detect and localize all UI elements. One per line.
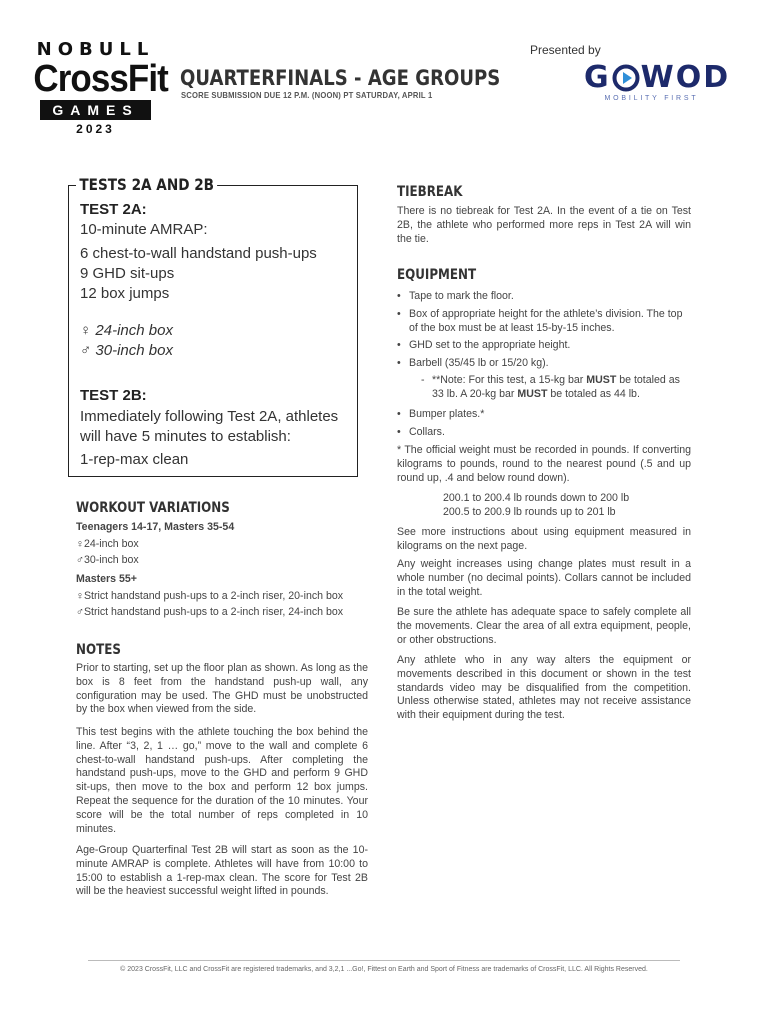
games-wordmark: GAMES — [40, 100, 151, 120]
variations-group-label: Teenagers 14-17, Masters 35-54 — [76, 521, 235, 533]
variations-male: ♂30-inch box — [76, 554, 139, 566]
sponsor-name-left: G — [584, 60, 611, 95]
test-2b-text: will have 5 minutes to establish: — [80, 428, 291, 445]
barbell-note: - **Note: For this test, a 15-kg bar MUST be totaled as 33 lb. A 20-kg bar MUST be totaled as 44 lb. — [421, 374, 680, 400]
variations-group-label: Masters 55+ — [76, 573, 137, 585]
test-2a-male-standard: ♂ 30-inch box — [80, 342, 173, 359]
equipment-item: • Tape to mark the floor. — [397, 289, 691, 303]
equipment-paragraph: Any athlete who in any way alters the equipment or movements described in this document or shown in the test standards video may be disqualified from the competition. Unless otherwise stated, athletes may not receive assistance with their equipment during the test. — [397, 654, 691, 722]
rounding-example: 200.5 to 200.9 lb rounds up to 201 lb — [443, 506, 616, 518]
page-subtitle: SCORE SUBMISSION DUE 12 P.M. (NOON) PT SATURDAY, APRIL 1 — [181, 90, 433, 100]
equipment-item: • Box of appropriate height for the athlete’s division. The top of the box must be at least 15-by-15 inches. — [397, 307, 691, 335]
official-weight-note: * The official weight must be recorded in pounds. If converting kilograms to pounds, round to the nearest pound (.5 and up round up, .4 and below round down). — [397, 444, 691, 484]
variations-male: ♂Strict handstand push-ups to a 2-inch riser, 24-inch box — [76, 606, 344, 618]
test-2a-movement: 9 GHD sit-ups — [80, 265, 175, 282]
test-2a-movement: 6 chest-to-wall handstand push-ups — [80, 245, 317, 262]
crossfit-wordmark: CrossFit — [33, 58, 168, 100]
sponsor-name-right: WOD — [640, 60, 731, 95]
variations-female: ♀Strict handstand push-ups to a 2-inch riser, 20-inch box — [76, 590, 344, 602]
equipment-paragraph: Be sure the athlete has adequate space to safely complete all the movements. Clear the area of all extra equipment, people, or other obstructions. — [397, 606, 691, 646]
tiebreak-text: There is no tiebreak for Test 2A. In the event of a tie on Test 2B, the athlete who performed more reps in Test 2A will win the tie. — [397, 205, 691, 245]
equipment-item: • Barbell (35/45 lb or 15/20 kg). — [397, 356, 691, 370]
equipment-item: • Bumper plates.* — [397, 407, 691, 421]
sponsor-tagline: MOBILITY FIRST — [604, 95, 699, 102]
test-2a-movement: 12 box jumps — [80, 285, 170, 302]
crossfit-games-logo — [28, 39, 168, 138]
footer-copyright: © 2023 CrossFit, LLC and CrossFit are registered trademarks, and 3,2,1 ...Go!, Fittest on Earth and Sport of Fitness are trademarks of CrossFit, LLC. All Rights Reserved. — [120, 966, 648, 973]
equipment-list — [397, 289, 691, 442]
rounding-example: 200.1 to 200.4 lb rounds down to 200 lb — [443, 492, 630, 504]
footer-divider — [88, 960, 680, 961]
notes-heading: NOTES — [76, 642, 121, 658]
notes-paragraph: Age-Group Quarterfinal Test 2B will start as soon as the 10-minute AMRAP is complete. Athletes will have from 10:00 to 15:00 to establish a 1-rep-max clean. The score for Test 2B will be the heaviest successful weight lifted in pounds. — [76, 844, 368, 898]
variations-female: ♀24-inch box — [76, 538, 139, 550]
sponsor-logo — [584, 60, 731, 102]
notes-paragraph: This test begins with the athlete touching the box behind the line. After “3, 2, 1 … go,” move to the wall and complete 6 chest-to-wall handstand push-ups. After completing the handstand push-ups, move to the GHD and perform 9 GHD sit-ups, then move to the box and perform 12 box jumps. Repeat the sequence for the duration of the 10 minutes. Your score will be the total number of reps completed in 10 minutes. — [76, 726, 368, 835]
page-title: QUARTERFINALS - AGE GROUPS — [180, 66, 501, 90]
test-2a-female-standard: ♀ 24-inch box — [80, 322, 173, 339]
play-circle-icon — [612, 64, 640, 92]
equipment-item: • Collars. — [397, 425, 691, 439]
presented-by-label: Presented by — [530, 43, 601, 57]
games-year: 2023 — [76, 122, 115, 136]
test-2b-lift: 1-rep-max clean — [80, 451, 189, 468]
test-2b-heading: TEST 2B: — [80, 387, 147, 404]
notes-paragraph: Prior to starting, set up the floor plan as shown. As long as the box is 8 feet from the handstand push-up wall, any configuration may be used. The GHD must be unobstructed by the box when viewed from the side. — [76, 662, 368, 716]
tests-box-title: TESTS 2A AND 2B — [76, 175, 217, 194]
equipment-heading: EQUIPMENT — [397, 267, 477, 283]
variations-heading: WORKOUT VARIATIONS — [76, 500, 230, 516]
test-2b-text: Immediately following Test 2A, athletes — [80, 408, 339, 425]
test-2a-format: 10-minute AMRAP: — [80, 221, 208, 238]
nobull-wordmark: NOBULL — [36, 39, 155, 60]
test-2a-heading: TEST 2A: — [80, 201, 147, 218]
tiebreak-heading: TIEBREAK — [397, 184, 463, 200]
equipment-paragraph: Any weight increases using change plates must result in a whole number (no decimal points). Collars cannot be included in the total weight. — [397, 558, 691, 598]
equipment-paragraph: See more instructions about using equipment measured in kilograms on the next page. — [397, 526, 691, 552]
equipment-item: • GHD set to the appropriate height. — [397, 338, 691, 352]
